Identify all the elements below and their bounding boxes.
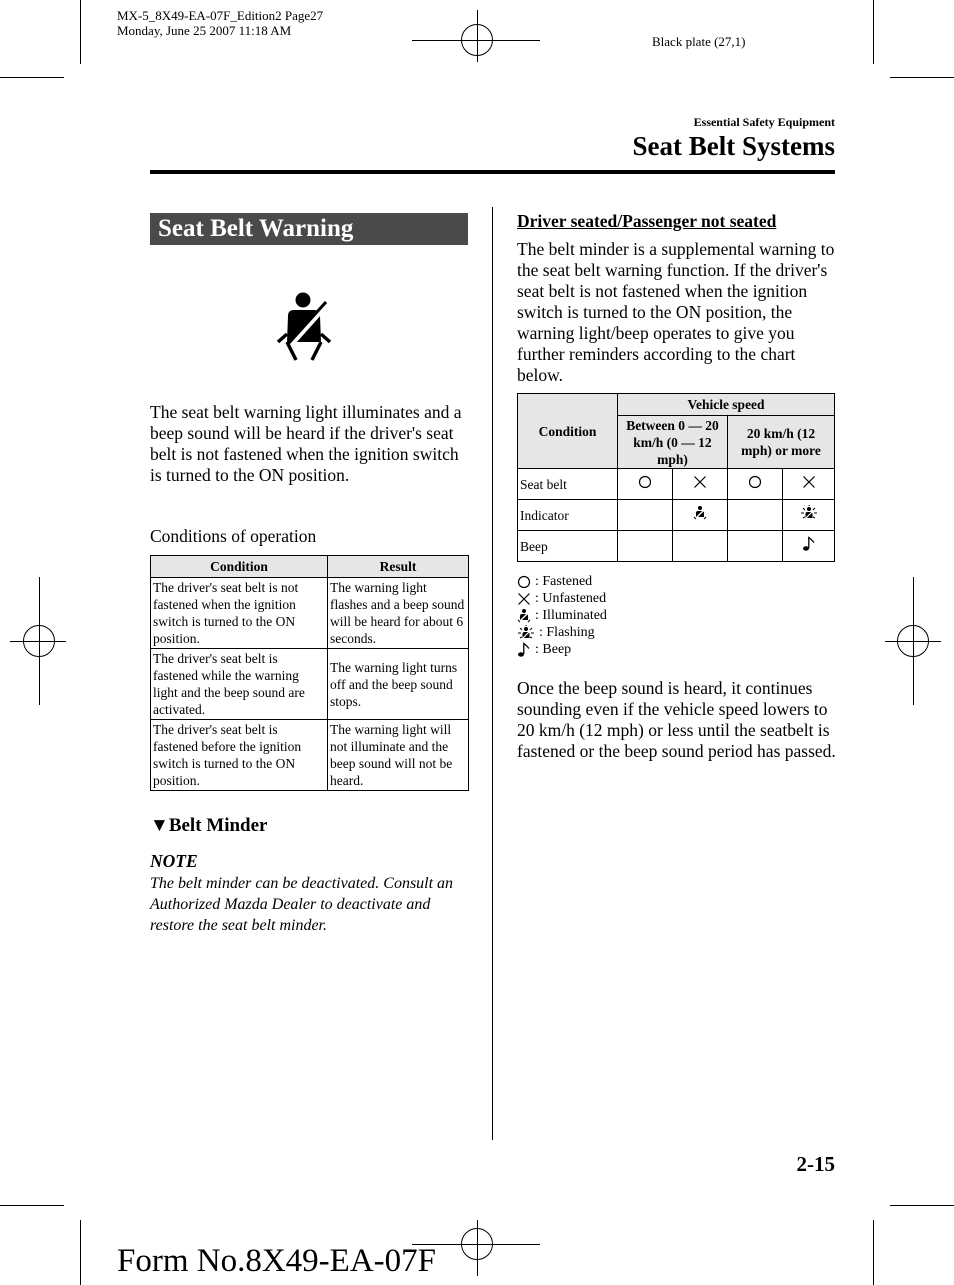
driver-seated-heading: Driver seated/Passenger not seated: [517, 211, 777, 231]
plate-label: Black plate (27,1): [652, 34, 746, 49]
note-label: NOTE: [150, 851, 198, 871]
triangle-marker-icon: ▼: [150, 815, 169, 836]
legend-text: : Fastened: [535, 574, 593, 589]
table-row: [518, 531, 835, 562]
speed-low-header: Between 0 — 20 km/h (0 — 12 mph): [618, 416, 728, 469]
page-title: Seat Belt Systems: [632, 131, 835, 161]
column-divider: [492, 207, 493, 1140]
result-cell: The warning light will not illuminate and the beep sound will not be heard.: [328, 720, 469, 791]
symbol-legend: [517, 573, 607, 658]
legend-text: : Flashing: [539, 625, 595, 640]
intro-paragraph: The seat belt warning light illuminates and a beep sound will be heard if the driver's seat belt is not fastened when the ignition switch is turned to the ON position.: [150, 402, 462, 485]
chapter-label: Essential Safety Equipment: [693, 115, 835, 129]
condition-header: Condition: [151, 556, 328, 578]
legend-illuminated: [517, 607, 607, 624]
print-date-line: Monday, June 25 2007 11:18 AM: [117, 23, 292, 38]
empty-cell: [728, 500, 783, 531]
seat-belt-warning-icon: [274, 288, 338, 362]
title-rule: [150, 170, 835, 174]
illuminated-icon: [673, 500, 728, 531]
vehicle-speed-header: Vehicle speed: [618, 394, 835, 416]
print-file-line: MX-5_8X49-EA-07F_Edition2 Page27: [117, 8, 324, 23]
empty-cell: [618, 500, 673, 531]
form-number: Form No.8X49-EA-07F: [117, 1243, 436, 1279]
unfastened-icon: [783, 469, 835, 500]
result-cell: The warning light flashes and a beep sound will be heard for about 6 seconds.: [328, 578, 469, 649]
legend-text: : Unfastened: [535, 591, 607, 606]
beep-icon: [783, 531, 835, 562]
empty-cell: [618, 531, 673, 562]
flashing-icon: [517, 625, 535, 641]
row-label: Indicator: [518, 500, 618, 531]
legend-text: : Beep: [535, 642, 572, 657]
empty-cell: [673, 531, 728, 562]
illuminated-icon: [517, 608, 531, 624]
fastened-icon: [517, 575, 531, 589]
note-text: The belt minder can be deactivated. Consult an Authorized Mazda Dealer to deactivate and restore the seat belt minder.: [150, 875, 454, 934]
belt-minder-subhead: [150, 815, 268, 837]
speed-high-header: 20 km/h (12 mph) or more: [728, 416, 835, 469]
print-file-info: [117, 8, 323, 38]
legend-beep: [517, 641, 607, 658]
beep-paragraph: Once the beep sound is heard, it continues sounding even if the vehicle speed lowers to 20 km/h (12 mph) or less until the seatbelt is fastened or the beep sound period has passed.: [517, 678, 836, 761]
unfastened-icon: [517, 592, 531, 606]
belt-minder-table: [517, 393, 835, 562]
table-row: [518, 500, 835, 531]
page-number: 2-15: [796, 1152, 835, 1176]
section-title: Seat Belt Warning Light/Beep: [150, 213, 468, 245]
row-label: Seat belt: [518, 469, 618, 500]
table-row: [151, 649, 469, 720]
subhead-text: Belt Minder: [168, 815, 268, 836]
table-row: [518, 469, 835, 500]
condition-cell: The driver's seat belt is fastened before the ignition switch is turned to the ON position.: [151, 720, 328, 791]
legend-fastened: [517, 573, 607, 590]
result-cell: The warning light turns off and the beep sound stops.: [328, 649, 469, 720]
condition-header: Condition: [518, 394, 618, 469]
condition-cell: The driver's seat belt is fastened while the warning light and the beep sound are activated.: [151, 649, 328, 720]
condition-cell: The driver's seat belt is not fastened when the ignition switch is turned to the ON position.: [151, 578, 328, 649]
fastened-icon: [618, 469, 673, 500]
beep-icon: [517, 642, 531, 658]
conditions-table: [150, 555, 469, 791]
belt-minder-paragraph: The belt minder is a supplemental warning to the seat belt warning function. If the driver's seat belt is not fastened when the ignition switch is turned to the ON position, the warning light/beep operates to give you further reminders according to the chart below.: [517, 239, 835, 385]
empty-cell: [728, 531, 783, 562]
legend-text: : Illuminated: [535, 608, 607, 623]
legend-flashing: [517, 624, 607, 641]
flashing-icon: [783, 500, 835, 531]
result-header: Result: [328, 556, 469, 578]
fastened-icon: [728, 469, 783, 500]
row-label: Beep: [518, 531, 618, 562]
unfastened-icon: [673, 469, 728, 500]
conditions-label: Conditions of operation: [150, 526, 317, 546]
table-row: [151, 720, 469, 791]
table-row: [151, 578, 469, 649]
legend-unfastened: [517, 590, 607, 607]
